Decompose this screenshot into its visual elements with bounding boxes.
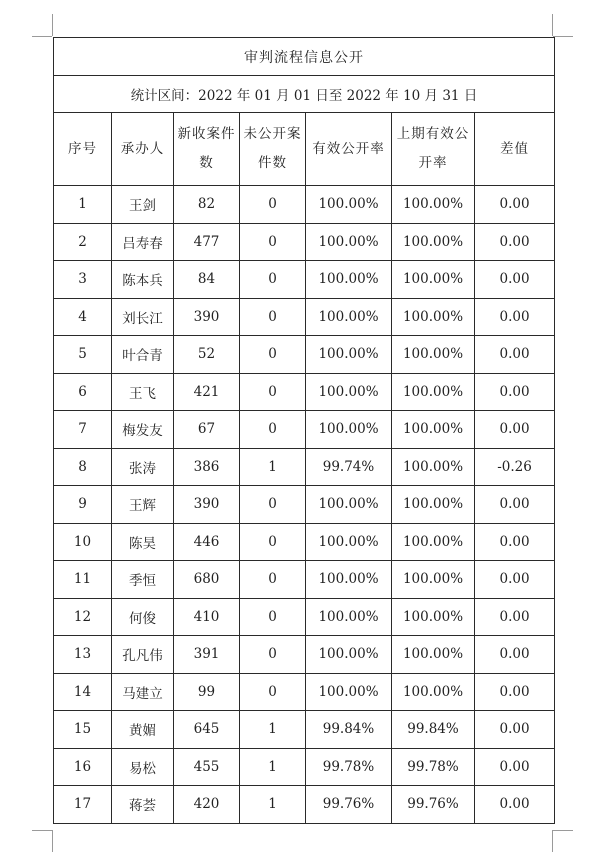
table-row xyxy=(54,223,555,261)
cell-no: 9 xyxy=(54,486,112,524)
cell-new-cases: 52 xyxy=(174,336,240,374)
cell-diff: 0.00 xyxy=(475,636,555,674)
cell-new-cases: 680 xyxy=(174,561,240,599)
table-row xyxy=(54,298,555,336)
cell-prev-rate: 100.00% xyxy=(392,598,475,636)
cell-diff: 0.00 xyxy=(475,373,555,411)
column-header-judge: 承办人 xyxy=(112,113,174,186)
cell-rate: 99.76% xyxy=(306,786,392,824)
column-header-diff: 差值 xyxy=(475,113,555,186)
cell-judge: 易松 xyxy=(112,748,174,786)
cell-diff: 0.00 xyxy=(475,598,555,636)
column-header-prev-rate: 上期有效公开率 xyxy=(392,113,475,186)
crop-mark-top-left xyxy=(52,14,53,36)
cell-rate: 100.00% xyxy=(306,486,392,524)
table-row xyxy=(54,786,555,824)
cell-prev-rate: 99.76% xyxy=(392,786,475,824)
cell-diff: 0.00 xyxy=(475,711,555,749)
cell-no: 4 xyxy=(54,298,112,336)
cell-rate: 100.00% xyxy=(306,636,392,674)
cell-unpublished: 0 xyxy=(240,298,306,336)
cell-diff: 0.00 xyxy=(475,748,555,786)
cell-no: 13 xyxy=(54,636,112,674)
cell-judge: 马建立 xyxy=(112,673,174,711)
cell-diff: 0.00 xyxy=(475,261,555,299)
cell-no: 1 xyxy=(54,186,112,224)
cell-rate: 99.78% xyxy=(306,748,392,786)
table-row xyxy=(54,186,555,224)
table-row xyxy=(54,598,555,636)
cell-new-cases: 420 xyxy=(174,786,240,824)
cell-prev-rate: 100.00% xyxy=(392,448,475,486)
cell-unpublished: 1 xyxy=(240,711,306,749)
table-row xyxy=(54,748,555,786)
cell-judge: 王辉 xyxy=(112,486,174,524)
cell-diff: 0.00 xyxy=(475,486,555,524)
cell-prev-rate: 100.00% xyxy=(392,411,475,449)
cell-judge: 何俊 xyxy=(112,598,174,636)
table-row xyxy=(54,636,555,674)
table-row xyxy=(54,448,555,486)
cell-judge: 梅发友 xyxy=(112,411,174,449)
cell-unpublished: 1 xyxy=(240,786,306,824)
table-row xyxy=(54,523,555,561)
table-row xyxy=(54,373,555,411)
cell-diff: 0.00 xyxy=(475,411,555,449)
cell-prev-rate: 100.00% xyxy=(392,336,475,374)
cell-no: 6 xyxy=(54,373,112,411)
cell-unpublished: 0 xyxy=(240,223,306,261)
cell-prev-rate: 100.00% xyxy=(392,261,475,299)
cell-judge: 张涛 xyxy=(112,448,174,486)
cell-new-cases: 391 xyxy=(174,636,240,674)
cell-diff: 0.00 xyxy=(475,561,555,599)
cell-rate: 100.00% xyxy=(306,336,392,374)
cell-unpublished: 0 xyxy=(240,186,306,224)
cell-rate: 100.00% xyxy=(306,261,392,299)
cell-judge: 孔凡伟 xyxy=(112,636,174,674)
cell-no: 8 xyxy=(54,448,112,486)
cell-prev-rate: 100.00% xyxy=(392,298,475,336)
cell-new-cases: 477 xyxy=(174,223,240,261)
cell-no: 7 xyxy=(54,411,112,449)
table-row xyxy=(54,711,555,749)
cell-rate: 100.00% xyxy=(306,223,392,261)
column-header-unpublished: 未公开案件数 xyxy=(240,113,306,186)
cell-unpublished: 0 xyxy=(240,561,306,599)
cell-new-cases: 390 xyxy=(174,298,240,336)
cell-unpublished: 0 xyxy=(240,598,306,636)
cell-prev-rate: 99.78% xyxy=(392,748,475,786)
cell-rate: 100.00% xyxy=(306,411,392,449)
cell-judge: 王剑 xyxy=(112,186,174,224)
crop-mark-top-left xyxy=(32,36,52,37)
table-row xyxy=(54,261,555,299)
cell-unpublished: 1 xyxy=(240,448,306,486)
table-row xyxy=(54,561,555,599)
column-header-rate: 有效公开率 xyxy=(306,113,392,186)
cell-prev-rate: 100.00% xyxy=(392,186,475,224)
cell-rate: 100.00% xyxy=(306,298,392,336)
crop-mark-top-right xyxy=(553,36,573,37)
cell-unpublished: 0 xyxy=(240,411,306,449)
cell-judge: 吕寿春 xyxy=(112,223,174,261)
cell-unpublished: 0 xyxy=(240,523,306,561)
column-header-no: 序号 xyxy=(54,113,112,186)
cell-rate: 100.00% xyxy=(306,561,392,599)
cell-no: 5 xyxy=(54,336,112,374)
table-row xyxy=(54,486,555,524)
cell-new-cases: 99 xyxy=(174,673,240,711)
cell-unpublished: 0 xyxy=(240,486,306,524)
cell-judge: 王飞 xyxy=(112,373,174,411)
cell-diff: 0.00 xyxy=(475,673,555,711)
cell-no: 14 xyxy=(54,673,112,711)
cell-unpublished: 1 xyxy=(240,748,306,786)
cell-no: 16 xyxy=(54,748,112,786)
cell-prev-rate: 100.00% xyxy=(392,523,475,561)
table-title: 审判流程信息公开 xyxy=(54,38,555,76)
cell-prev-rate: 100.00% xyxy=(392,486,475,524)
cell-new-cases: 421 xyxy=(174,373,240,411)
cell-judge: 陈本兵 xyxy=(112,261,174,299)
cell-prev-rate: 100.00% xyxy=(392,673,475,711)
cell-no: 17 xyxy=(54,786,112,824)
cell-diff: 0.00 xyxy=(475,786,555,824)
cell-rate: 100.00% xyxy=(306,373,392,411)
crop-mark-bottom-right xyxy=(552,830,553,852)
crop-mark-bottom-left xyxy=(32,830,52,831)
cell-rate: 100.00% xyxy=(306,523,392,561)
cell-no: 11 xyxy=(54,561,112,599)
cell-rate: 100.00% xyxy=(306,673,392,711)
cell-prev-rate: 100.00% xyxy=(392,561,475,599)
cell-rate: 100.00% xyxy=(306,186,392,224)
cell-judge: 陈昊 xyxy=(112,523,174,561)
cell-rate: 99.84% xyxy=(306,711,392,749)
cell-rate: 100.00% xyxy=(306,598,392,636)
cell-unpublished: 0 xyxy=(240,636,306,674)
cell-no: 12 xyxy=(54,598,112,636)
cell-judge: 季恒 xyxy=(112,561,174,599)
cell-prev-rate: 100.00% xyxy=(392,223,475,261)
cell-new-cases: 410 xyxy=(174,598,240,636)
cell-diff: 0.00 xyxy=(475,298,555,336)
cell-diff: 0.00 xyxy=(475,523,555,561)
table-row xyxy=(54,673,555,711)
disclosure-table xyxy=(53,37,555,824)
crop-mark-bottom-left xyxy=(52,830,53,852)
cell-no: 3 xyxy=(54,261,112,299)
cell-rate: 99.74% xyxy=(306,448,392,486)
cell-diff: -0.26 xyxy=(475,448,555,486)
cell-unpublished: 0 xyxy=(240,373,306,411)
cell-diff: 0.00 xyxy=(475,186,555,224)
cell-diff: 0.00 xyxy=(475,223,555,261)
cell-new-cases: 455 xyxy=(174,748,240,786)
cell-unpublished: 0 xyxy=(240,673,306,711)
cell-no: 15 xyxy=(54,711,112,749)
column-header-new-cases: 新收案件数 xyxy=(174,113,240,186)
cell-new-cases: 82 xyxy=(174,186,240,224)
cell-judge: 刘长江 xyxy=(112,298,174,336)
cell-no: 2 xyxy=(54,223,112,261)
table-row xyxy=(54,411,555,449)
cell-new-cases: 386 xyxy=(174,448,240,486)
cell-unpublished: 0 xyxy=(240,336,306,374)
crop-mark-top-right xyxy=(552,14,553,36)
cell-prev-rate: 99.84% xyxy=(392,711,475,749)
cell-unpublished: 0 xyxy=(240,261,306,299)
cell-judge: 黄媚 xyxy=(112,711,174,749)
cell-new-cases: 67 xyxy=(174,411,240,449)
crop-mark-bottom-right xyxy=(553,830,573,831)
cell-new-cases: 390 xyxy=(174,486,240,524)
cell-no: 10 xyxy=(54,523,112,561)
cell-new-cases: 645 xyxy=(174,711,240,749)
cell-prev-rate: 100.00% xyxy=(392,373,475,411)
cell-prev-rate: 100.00% xyxy=(392,636,475,674)
cell-judge: 叶合青 xyxy=(112,336,174,374)
cell-diff: 0.00 xyxy=(475,336,555,374)
cell-new-cases: 446 xyxy=(174,523,240,561)
statistics-period: 统计区间：2022 年 01 月 01 日至 2022 年 10 月 31 日 xyxy=(54,76,555,113)
cell-new-cases: 84 xyxy=(174,261,240,299)
table-row xyxy=(54,336,555,374)
cell-judge: 蒋荟 xyxy=(112,786,174,824)
